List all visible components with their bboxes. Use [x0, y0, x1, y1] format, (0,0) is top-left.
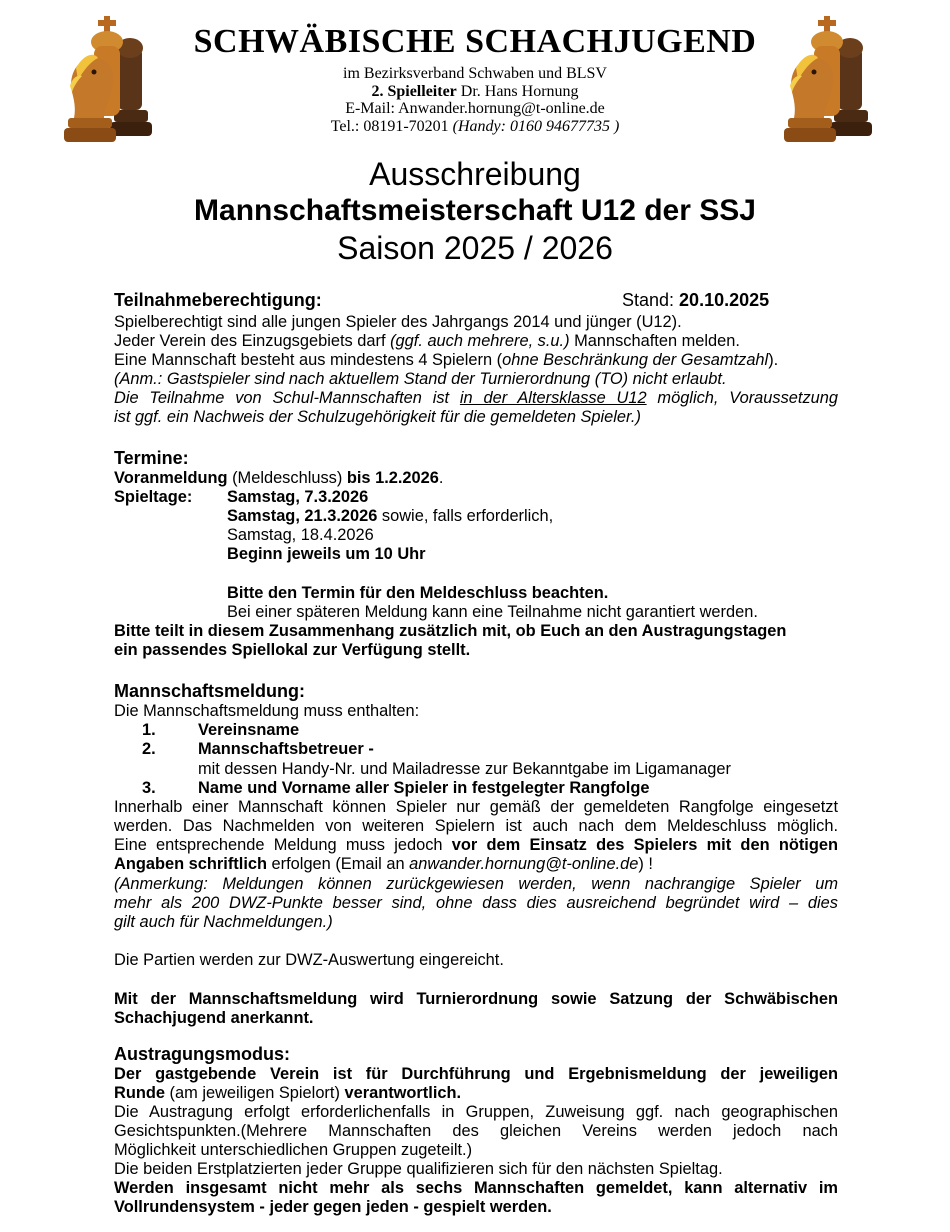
text-span: ohne Beschränkung der Gesamtzahl	[502, 351, 769, 369]
bitte-line-1: Bitte teilt in diesem Zusammenhang zusätzlich mit, ob Euch an den Austragungstagen	[114, 622, 787, 640]
text-span: bis 1.2.2026	[346, 469, 439, 487]
mobile-number: (Handy: 0160 94677735 )	[452, 118, 620, 135]
anerkennung-line-1: Mit der Mannschaftsmeldung wird Turnierordnung sowie Satzung der Schwäbischen	[114, 990, 838, 1008]
text-span: (Meldeschluss)	[227, 469, 347, 487]
meldung-intro: Die Mannschaftsmeldung muss enthalten:	[114, 702, 420, 720]
text-span: .	[438, 469, 444, 487]
text-span: Angaben schriftlich	[114, 855, 267, 873]
teilnahme-line-1: Spielberechtigt sind alle jungen Spieler des Jahrgangs 2014 und jünger (U12).	[114, 313, 682, 331]
meldung-para-3	[114, 836, 838, 855]
list-item-vereinsname: Vereinsname	[198, 721, 300, 739]
text-span: Eine entsprechende Meldung muss jedoch	[114, 836, 452, 854]
title-ausschreibung: Ausschreibung	[369, 156, 581, 192]
stand-label: Stand:	[622, 290, 680, 310]
meldung-para-4	[114, 855, 653, 874]
bitte-line-2: ein passendes Spiellokal zur Verfügung stellt.	[114, 641, 471, 659]
role-label: 2. Spielleiter	[371, 83, 457, 100]
modus-line-4: Gesichtspunkten.(Mehrere Mannschaften des gleichen Vereins werden jedoch nach	[114, 1122, 838, 1140]
teilnahme-line-4: (Anm.: Gastspieler sind nach aktuellem Stand der Turnierordnung (TO) nicht erlaubt.	[114, 370, 727, 388]
spieltag-1: Samstag, 7.3.2026	[227, 488, 369, 506]
dwz-note: Die Partien werden zur DWZ-Auswertung eingereicht.	[114, 951, 504, 969]
text-span: ) !	[638, 855, 653, 873]
text-span: vor dem Einsatz des Spielers mit den nötigen	[451, 836, 838, 854]
text-span: sowie, falls erforderlich,	[377, 507, 554, 525]
contact-email: E-Mail: Anwander.hornung@t-online.de	[345, 100, 605, 117]
text-span: in der Altersklasse U12	[459, 389, 647, 407]
anmerkung-line-2: mehr als 200 DWZ-Punkte besser sind, ohne dass dies ausreichend begründet wird – dies	[114, 894, 838, 912]
text-span: Jeder Verein des Einzugsgebiets darf	[114, 332, 391, 350]
modus-line-7: Werden insgesamt nicht mehr als sechs Mannschaften gemeldet, kann alternativ im	[114, 1179, 838, 1197]
anmerkung-line-3: gilt auch für Nachmeldungen.)	[114, 913, 333, 931]
text-span: möglich, Voraussetzung	[646, 389, 838, 407]
text-span: erfolgen (Email an	[267, 855, 410, 873]
title-main: Mannschaftsmeisterschaft U12 der SSJ	[194, 194, 756, 227]
text-span: Runde	[114, 1084, 165, 1102]
list-item-spieler: Name und Vorname aller Spieler in festgelegter Rangfolge	[198, 779, 650, 797]
meldung-para-2: werden. Das Nachmelden von weiteren Spielern ist auch nach dem Meldeschluss möglich.	[114, 817, 838, 835]
stand-value: 20.10.2025	[679, 290, 770, 310]
teilnahme-line-3	[114, 351, 778, 370]
list-number-1: 1.	[142, 721, 156, 739]
stand-date	[622, 291, 769, 310]
modus-line-1: Der gastgebende Verein ist für Durchführung und Ergebnismeldung der jeweiligen	[114, 1065, 838, 1083]
text-span: Eine Mannschaft besteht aus mindestens 4 Spielern (	[114, 351, 503, 369]
modus-line-8: Vollrundensystem - jeder gegen jeden - gespielt werden.	[114, 1198, 552, 1216]
spieltag-3: Samstag, 18.4.2026	[227, 526, 374, 544]
teilnahme-line-6: ist ggf. ein Nachweis der Schulzugehörigkeit für die gemeldeten Spieler.)	[114, 408, 641, 426]
anerkennung-line-2: Schachjugend anerkannt.	[114, 1009, 314, 1027]
modus-line-5: Möglichkeit unterschiedlichen Gruppen zugeteilt.)	[114, 1141, 473, 1159]
voranmeldung-line	[114, 469, 443, 488]
phone-number: Tel.: 08191-70201	[330, 118, 453, 135]
text-span: (am jeweiligen Spielort)	[165, 1084, 345, 1102]
modus-line-3: Die Austragung erfolgt erforderlichenfalls in Gruppen, Zuweisung ggf. nach geographischen	[114, 1103, 838, 1121]
list-item-betreuer: Mannschaftsbetreuer -	[198, 740, 374, 758]
spieltag-2	[227, 507, 553, 526]
organization-name: SCHWÄBISCHE SCHACHJUGEND	[193, 23, 757, 60]
heading-austragungsmodus: Austragungsmodus:	[114, 1044, 291, 1064]
email-address: anwander.hornung@t-online.de	[409, 855, 639, 873]
hinweis-meldeschluss: Bitte den Termin für den Meldeschluss beachten.	[227, 584, 609, 602]
text-span: (ggf. auch mehrere, s.u.)	[390, 332, 570, 350]
text-span: Samstag, 21.3.2026	[227, 507, 378, 525]
hinweis-spaete-meldung: Bei einer späteren Meldung kann eine Teilnahme nicht garantiert werden.	[227, 603, 758, 621]
association-line: im Bezirksverband Schwaben und BLSV	[343, 65, 607, 82]
modus-line-6: Die beiden Erstplatzierten jeder Gruppe qualifizieren sich für den nächsten Spieltag.	[114, 1160, 723, 1178]
spieltage-label: Spieltage:	[114, 488, 193, 506]
teilnahme-line-2	[114, 332, 740, 351]
list-item-betreuer-detail: mit dessen Handy-Nr. und Mailadresse zur Bekanntgabe im Ligamanager	[198, 760, 731, 778]
text-span: Die Teilnahme von Schul-Mannschaften ist	[114, 389, 460, 407]
list-number-3: 3.	[142, 779, 156, 797]
anmerkung-line-1: (Anmerkung: Meldungen können zurückgewiesen werden, wenn nachrangige Spieler um	[114, 875, 838, 893]
teilnahme-line-5	[114, 389, 838, 408]
text-span: ).	[768, 351, 779, 369]
modus-line-2	[114, 1084, 461, 1103]
text-span: Mannschaften melden.	[569, 332, 740, 350]
contact-name: Dr. Hans Hornung	[456, 83, 579, 100]
list-number-2: 2.	[142, 740, 156, 758]
text-span: verantwortlich.	[344, 1084, 462, 1102]
text-span: Voranmeldung	[114, 469, 228, 487]
heading-mannschaftsmeldung: Mannschaftsmeldung:	[114, 681, 306, 701]
heading-termine: Termine:	[114, 448, 189, 468]
title-season: Saison 2025 / 2026	[337, 230, 613, 266]
beginn-zeit: Beginn jeweils um 10 Uhr	[227, 545, 426, 563]
heading-teilnahme: Teilnahmeberechtigung:	[114, 290, 322, 310]
meldung-para-1: Innerhalb einer Mannschaft können Spieler nur gemäß der gemeldeten Rangfolge eingesetzt	[114, 798, 838, 816]
document-body	[114, 0, 838, 1232]
